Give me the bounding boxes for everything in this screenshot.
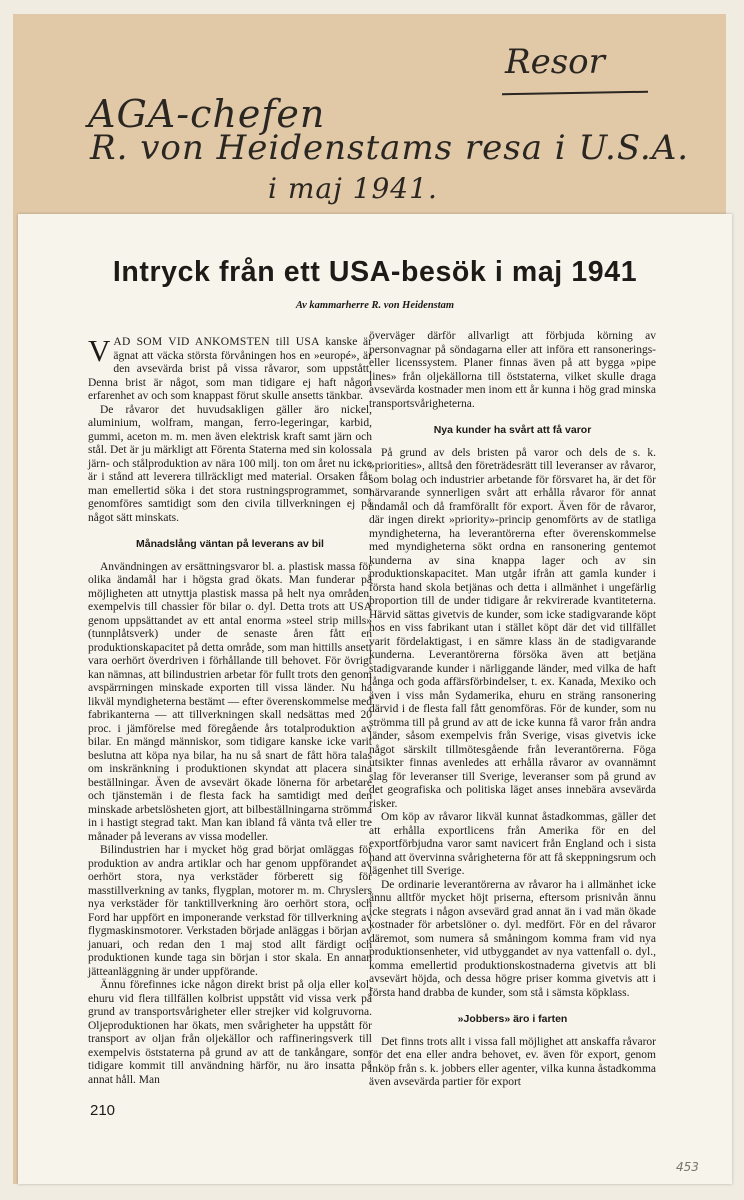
page-number: 210 [90, 1102, 116, 1119]
handwritten-note-line-2: R. von Heidenstams resa i U.S.A. [90, 128, 690, 168]
lead-text: kanske är ägnat att väcka största förvåningen hos en »europé», är den avsevärda brist på vissa råvaror, som uppstått. Denna brist är något, som man tidigare ej haft någon erfarenhet av och som knappast förut skulle ansetts tänkbar. [88, 336, 372, 402]
handwritten-note-line-3: i maj 1941. [268, 172, 438, 205]
archive-number: 453 [676, 1160, 699, 1174]
left-column [88, 333, 372, 1087]
paragraph: Användningen av ersättningsvaror bl. a. plastisk massa för olika ändamål har i högsta grad ökats. Man funderar på möjligheten att utnyttja plastisk massa på helt nya områden, exempelvis till chassier för bilar o. dyl. Detta trots att USA genom uppsättandet av ett antal enorma »steel strip mills» (tunnplåtsverk) under de senaste åren fått en produktionskapacitet på detta område, som man hittills ansett vara oerhört överdriven i förhållande till behovet. För övrigt kan nämnas, att bilindustrien arbetar för fullt trots den genom avspärrningen minskade exporten till vissa länder. Nu ha likväl myndigheterna bestämt — efter överenskommelse med fabrikanterna — att tillverkningen skall nedsättas med 20 proc. i jämförelse med föregående års totalproduktion av bilar. En mängd människor, som tidigare kanske icke varit beslutna att köpa nya bilar, ha nu så snart de fått höra talas om inskränkning i produktionen skyndat att placera sina beställningar. Även de avsevärt ökade lönerna för arbetare och tjänstemän i de flesta fack ha samtidigt med den minskade arbetslösheten gjort, att bilbeställningarna strömma in i hastigt stegrad takt. Man kan ibland få vänta två eller tre månader på leverans av vissa modeller. [88, 560, 372, 843]
drop-cap: V [88, 333, 111, 368]
paragraph: De ordinarie leverantörerna av råvaror ha i allmänhet icke ännu alltför mycket höjt priserna, eftersom prisnivån ännu icke stegrats i någon avsevärd grad annat än i vad män ökade kostnader för arbetslöner o. dyl. medfört. För en del råvaror däremot, som numera så småningom komma fram vid nya produktionsenheter, vid utbyggandet av nya vattenfall o. dyl., komma emellertid produktionskostnaderna givetvis att bli avsevärt höjda, och dessa högre priser komma givetvis att i första hand drabba de kunder, som stå i sämsta köpklass. [369, 878, 656, 999]
article-title: Intryck från ett USA-besök i maj 1941 [112, 256, 638, 288]
section-heading: Nya kunder ha svårt att få varor [433, 424, 592, 436]
section-heading: Månadslång väntan på leverans av bil [136, 538, 324, 550]
paragraph: överväger därför allvarligt att förbjuda körning av personvagnar på söndagarna eller att införa ett ransonerings- eller licenssystem. Planer finnas även på att bygga »pipe lines» från oljekällorna till öststaterna, vilket skulle draga avsevärda kostnader men inom ett år kunna i hög grad minska transportsvårigheterna. [369, 330, 656, 410]
magazine-page [18, 214, 732, 1184]
handwritten-category: Resor [505, 42, 605, 82]
paragraph: På grund av dels bristen på varor och dels de s. k. »priorities», alltså den företrädesrätt till leveranser av råvaror, som bolag och industrier arbetande för försvaret ha, är det för närvarande synnerligen svårt att erhålla råvaror för annat ändamål och då framförallt för export. Även för de råvaror, där ingen direkt »priority»-princip genomförts av de statliga myndigheterna, ha leverantörerna efter överenskommelse med myndigheterna sökt ordna en ransonering gentemot kunderna av sina knappa lager och av sin produktionskapacitet. Man utgår ifrån att gamla kunder i första hand skola betjänas och detta i allmänhet i ungefärlig proportion till de under tidigare år rekvirerade kvantiteterna. Härvid sättas givetvis de kunder, som icke stadigvarande köpt hos en viss fabrikant utan i stället köpt där det vid tillfället varit fördelaktigast, i en sämre klass än de stadigvarande kunderna. Leverantörerna försöka även att betjäna stadigvarande kunder i närliggande länder, med vilka de haft långa och goda affärsförbindelser, t. ex. Kanada, Mexiko och även i viss mån Sydamerika, ehuru en sträng ransonering därvid i de flesta fall fått genomföras. För de kunder, som nu strömma till på grund av att de icke kunna få varor från andra länder, såsom exempelvis från Sverige, visas givetvis icke något särskilt tillmötesgående från leverantörerna. Föga utsikter finnas avenledes att erhålla råvaror av ovannämnt slag för leveranser till Sverige, leveranser som på grund av det geografiska och politiska läget anses innebära avsevärda risker. [369, 446, 656, 810]
paragraph: Ännu förefinnes icke någon direkt brist på olja eller kol, ehuru vid flera tillfällen kolbrist uppstått vid vissa verk på grund av transportsvårigheter eller strejker vid kolgruvorna. Oljeproduktionen har ökats, men svårigheter ha uppstått för transport av oljan från oljekällor och raffineringsverk till exempelvis öststaterna på grund av att de tankångare, som tidigare kommit till användning härför, nu äro insatta på annat håll. Man [88, 979, 372, 1086]
right-column [369, 330, 656, 1090]
section-heading: »Jobbers» äro i farten [457, 1013, 568, 1025]
lead-caps: AD SOM VID ANKOMSTEN till USA [113, 336, 320, 348]
article-byline: Av kammarherre R. von Heidenstam [295, 300, 455, 311]
handwritten-note-line-1: AGA-chefen [88, 92, 326, 136]
paragraph: Det finns trots allt i vissa fall möjlighet att anskaffa råvaror för det ena eller andra behovet, ev. även för export, genom inköp från s. k. jobbers eller agenter, vilka kunna åstadkomma även avsevärda partier för export [369, 1035, 656, 1088]
lead-paragraph [88, 333, 372, 404]
paragraph: Bilindustrien har i mycket hög grad börjat omläggas för produktion av andra artiklar och har genom uppförandet av oerhört stora, nya verkstäder förberett sig för masstillverkning av tanks, flygplan, motorer m. m. Chryslers nya verkstäder för tanktillverkning äro oerhört stora, och Ford har uppfört en imponerande verkstad för tillverkning av flygmaskinsmotorer. Verkstaden började anläggas i början av januari, och redan den 1 maj stod allt färdigt och produktionen kunde taga sin början i stor skala. En annan jätteanläggning är under uppförande. [88, 844, 372, 978]
paragraph: Om köp av råvaror likväl kunnat åstadkommas, gäller det att erhålla exportlicens från Amerika för en del exportförbjudna varor samt navicert från England och i sista hand att övervinna svårigheterna för att få skeppningsrum och lägenhet till Sverige. [369, 811, 656, 877]
paragraph: De råvaror det huvudsakligen gäller äro nickel, aluminium, wolfram, mangan, ferro-legeringar, karbid, gummi, aceton m. m. men även elektrisk kraft samt järn och stål. Det är ju märkligt att Förenta Staterna med sin kolossala järn- och stålproduktion av nära 100 milj. ton om året nu icke är i stånd att leverera tillräckligt med material. Orsaken får man emellertid söka i det stora rustningsprogrammet, som genomföres samtidigt som den civila tillverkningen ej på något sätt minskats. [88, 403, 372, 524]
